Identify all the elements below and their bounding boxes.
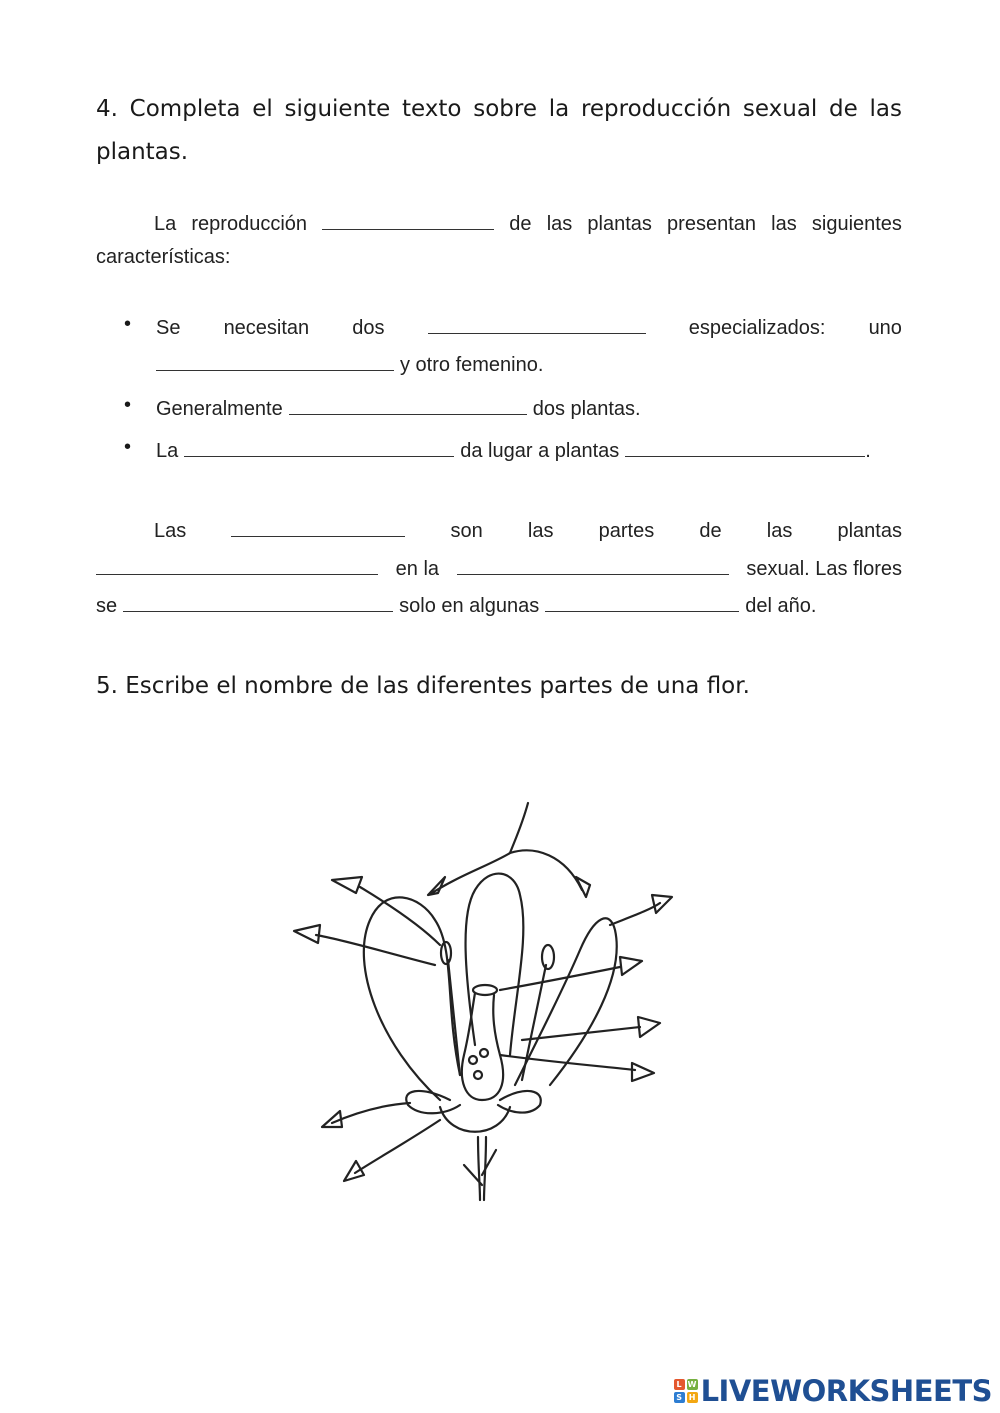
word: necesitan — [223, 317, 310, 339]
paragraph-2-line-1 — [96, 516, 902, 546]
word: son — [450, 520, 483, 542]
arrow — [500, 967, 620, 990]
word: Se — [156, 317, 181, 339]
ovule — [480, 1049, 488, 1057]
word: las — [766, 520, 793, 542]
arrowhead — [344, 1161, 364, 1181]
word: siguientes — [811, 213, 902, 235]
right-petal — [515, 918, 617, 1085]
anther — [542, 945, 554, 969]
word: plantas — [587, 213, 652, 235]
arrow-fork — [510, 850, 582, 890]
bullet-2-line — [156, 394, 902, 424]
arrow — [332, 1103, 410, 1123]
paragraph-2-line-3 — [96, 591, 902, 621]
word: Las — [154, 520, 187, 542]
bullet-marker: • — [124, 394, 132, 416]
blank-field[interactable] — [545, 591, 739, 612]
blank-field[interactable] — [96, 554, 378, 575]
word: en la — [395, 558, 440, 580]
arrowhead — [576, 877, 590, 897]
word: uno — [868, 317, 902, 339]
paragraph-2-line-2 — [96, 554, 902, 584]
word: de — [509, 213, 532, 235]
flower-diagram — [260, 745, 700, 1235]
word: dos plantas. — [532, 398, 641, 420]
question-4-heading: 4. Completa el siguiente texto sobre la reproducción sexual de las plantas. — [96, 96, 902, 165]
word: dos — [352, 317, 385, 339]
arrowhead — [638, 1017, 660, 1037]
arrowhead — [652, 895, 672, 913]
word: da lugar a plantas — [460, 440, 620, 462]
word: y otro femenino. — [400, 354, 544, 376]
period: . — [865, 440, 871, 462]
bullet-1-line-2 — [156, 350, 902, 380]
blank-field[interactable] — [428, 313, 646, 334]
arrowhead — [332, 877, 362, 893]
blank-field[interactable] — [231, 516, 405, 537]
logo-mark — [674, 1379, 698, 1403]
stem-branch — [482, 1150, 496, 1175]
bullet-3-line — [156, 436, 902, 466]
word: se — [96, 595, 118, 617]
ovule — [469, 1056, 477, 1064]
paragraph-1-line-2: características: — [96, 246, 231, 268]
paragraph-1-line-1 — [96, 209, 902, 239]
question-5-heading: 5. Escribe el nombre de las diferentes partes de una flor. — [96, 673, 750, 699]
stigma — [473, 985, 497, 995]
word: de — [699, 520, 722, 542]
blank-field[interactable] — [457, 554, 729, 575]
word: sexual. Las flores — [746, 558, 902, 580]
sepal-right — [498, 1091, 541, 1113]
word: del año. — [745, 595, 817, 617]
word: las — [546, 213, 573, 235]
logo-tile: L — [674, 1379, 685, 1390]
blank-field[interactable] — [156, 350, 394, 371]
word: solo en algunas — [399, 595, 540, 617]
arrowhead — [620, 957, 642, 975]
word: reproducción — [191, 213, 308, 235]
pistil — [462, 993, 503, 1100]
ovule — [474, 1071, 482, 1079]
word: La — [156, 440, 179, 462]
logo-tile: S — [674, 1392, 685, 1403]
liveworksheets-logo — [674, 1373, 992, 1409]
blank-field[interactable] — [123, 591, 393, 612]
bullet-marker: • — [124, 436, 132, 458]
left-petal — [364, 897, 460, 1100]
filament — [448, 960, 460, 1075]
arrow — [610, 903, 660, 925]
logo-text: LIVEWORKSHEETS — [700, 1374, 992, 1408]
logo-tile: W — [687, 1380, 697, 1389]
blank-field[interactable] — [289, 394, 527, 415]
logo-tile: H — [687, 1392, 698, 1403]
arrowhead — [632, 1063, 654, 1081]
word: especializados: — [688, 317, 826, 339]
bullet-marker: • — [124, 313, 132, 335]
blank-field[interactable] — [322, 209, 494, 230]
word: partes — [598, 520, 655, 542]
blank-field[interactable] — [184, 436, 454, 457]
arrow — [500, 1055, 635, 1070]
arrow — [355, 1120, 440, 1173]
word: presentan — [667, 213, 757, 235]
word: plantas — [837, 520, 902, 542]
bullet-1-line-1 — [156, 313, 902, 343]
arrow — [316, 935, 435, 965]
word: las — [527, 520, 554, 542]
word: Generalmente — [156, 398, 283, 420]
word: La — [154, 213, 177, 235]
blank-field[interactable] — [625, 436, 865, 457]
word: las — [771, 213, 797, 235]
